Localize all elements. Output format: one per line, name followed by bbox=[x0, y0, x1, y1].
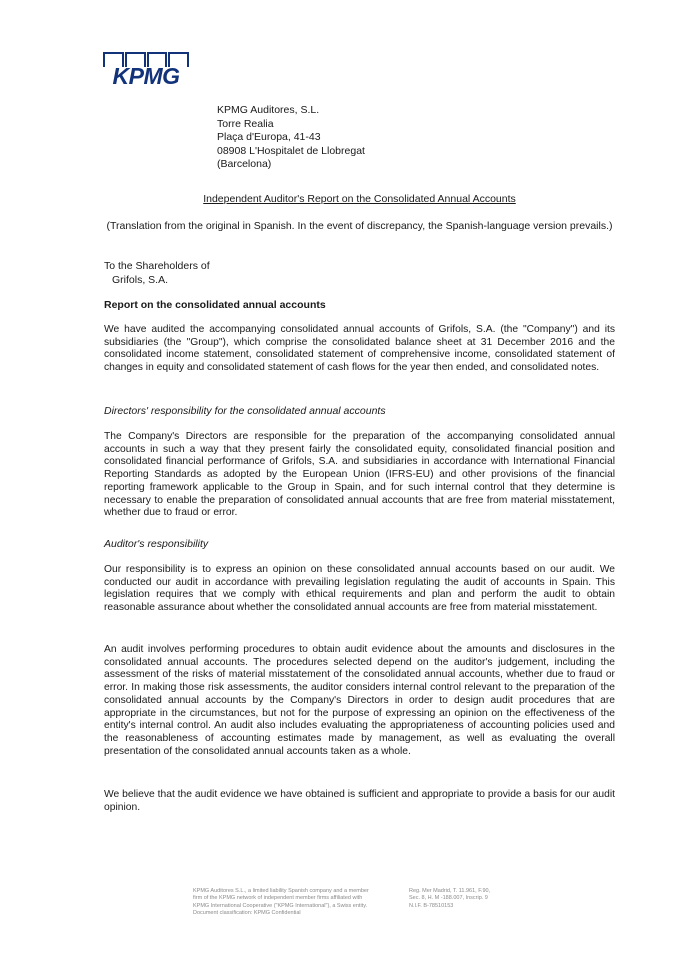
auditor-heading: Auditor's responsibility bbox=[104, 538, 209, 550]
address-line: Torre Realia bbox=[217, 117, 274, 130]
salutation-line-2: Grifols, S.A. bbox=[112, 273, 169, 286]
auditor-paragraph-2: An audit involves performing procedures to obtain audit evidence about the amounts and disclosures in the consolidated annual accounts. The procedures selected depend on the auditor's judgement, including the assessment of the risks of material misstatement of the consolidated annual accounts, whether due to fraud or error. In making those risk assessments, the auditor considers internal control relevant to the preparation of the consolidated annual accounts by the Company's Directors in order to design audit procedures that are appropriate in the circumstances, but not for the purpose of expressing an opinion on the effectiveness of the entity's internal control. An audit also includes evaluating the appropriateness of accounting policies used and the reasonableness of accounting estimates made by management, as well as evaluating the overall presentation of the consolidated annual accounts taken as a whole. bbox=[104, 644, 615, 757]
footer-registry-info: Reg. Mer Madrid, T. 11.961, F.90, Sec. 8, H. M -188.007, Inscrip. 9 N.I.F. B-78510153 bbox=[409, 888, 491, 909]
auditor-paragraph-1: Our responsibility is to express an opinion on these consolidated annual accounts based on our audit. We conducted our audit in accordance with prevailing legislation regulating the audit of accounts in Spain. This legislation requires that we comply with ethical requirements and plan and perform the audit to obtain reasonable assurance about whether the consolidated annual accounts are free from material misstatement. bbox=[104, 564, 615, 614]
kpmg-logo bbox=[103, 52, 189, 88]
report-title: Independent Auditor's Report on the Consolidated Annual Accounts bbox=[203, 193, 516, 205]
office-address bbox=[217, 104, 365, 172]
address-line: KPMG Auditores, S.L. bbox=[217, 104, 320, 116]
salutation bbox=[104, 260, 210, 287]
footer-company-info: KPMG Auditores S.L., a limited liability Spanish company and a member firm of the KPMG network of independent member firms affiliated with KPMG International Cooperative ("KPMG International"), a Swiss entity. Document classification: KPMG Confidential bbox=[193, 888, 369, 916]
auditor-paragraph-3: We believe that the audit evidence we have obtained is sufficient and appropriate to provide a basis for our audit opinion. bbox=[104, 789, 615, 813]
section-heading: Report on the consolidated annual accounts bbox=[104, 299, 326, 311]
address-line: (Barcelona) bbox=[217, 158, 272, 170]
address-line: Plaça d'Europa, 41-43 bbox=[217, 131, 321, 143]
logo-text: KPMG bbox=[112, 63, 180, 89]
directors-heading: Directors' responsibility for the consolidated annual accounts bbox=[104, 405, 386, 417]
directors-paragraph: The Company's Directors are responsible for the preparation of the accompanying consolidated annual accounts in such a way that they present fairly the consolidated equity, consolidated financial position and consolidated financial performance of Grifols, S.A. and subsidiaries in accordance with International Financial Reporting Standards as adopted by the European Union (IFRS-EU) and other provisions of the financial reporting framework applicable to the Group in Spain, and for such internal control that they determine is necessary to enable the preparation of consolidated annual accounts that are free from material misstatement, whether due to fraud or error. bbox=[104, 431, 615, 519]
salutation-line-1: To the Shareholders of bbox=[104, 260, 210, 272]
address-line: 08908 L'Hospitalet de Llobregat bbox=[217, 144, 365, 157]
intro-paragraph: We have audited the accompanying consolidated annual accounts of Grifols, S.A. (the "Company") and its subsidiaries (the "Group"), which comprise the consolidated balance sheet at 31 December 2016 and the consolidated income statement, consolidated statement of comprehensive income, consolidated statement of changes in equity and consolidated statement of cash flows for the year then ended, and consolidated notes. bbox=[104, 324, 615, 374]
translation-note: (Translation from the original in Spanish. In the event of discrepancy, the Spanish-language version prevails.) bbox=[106, 220, 613, 232]
